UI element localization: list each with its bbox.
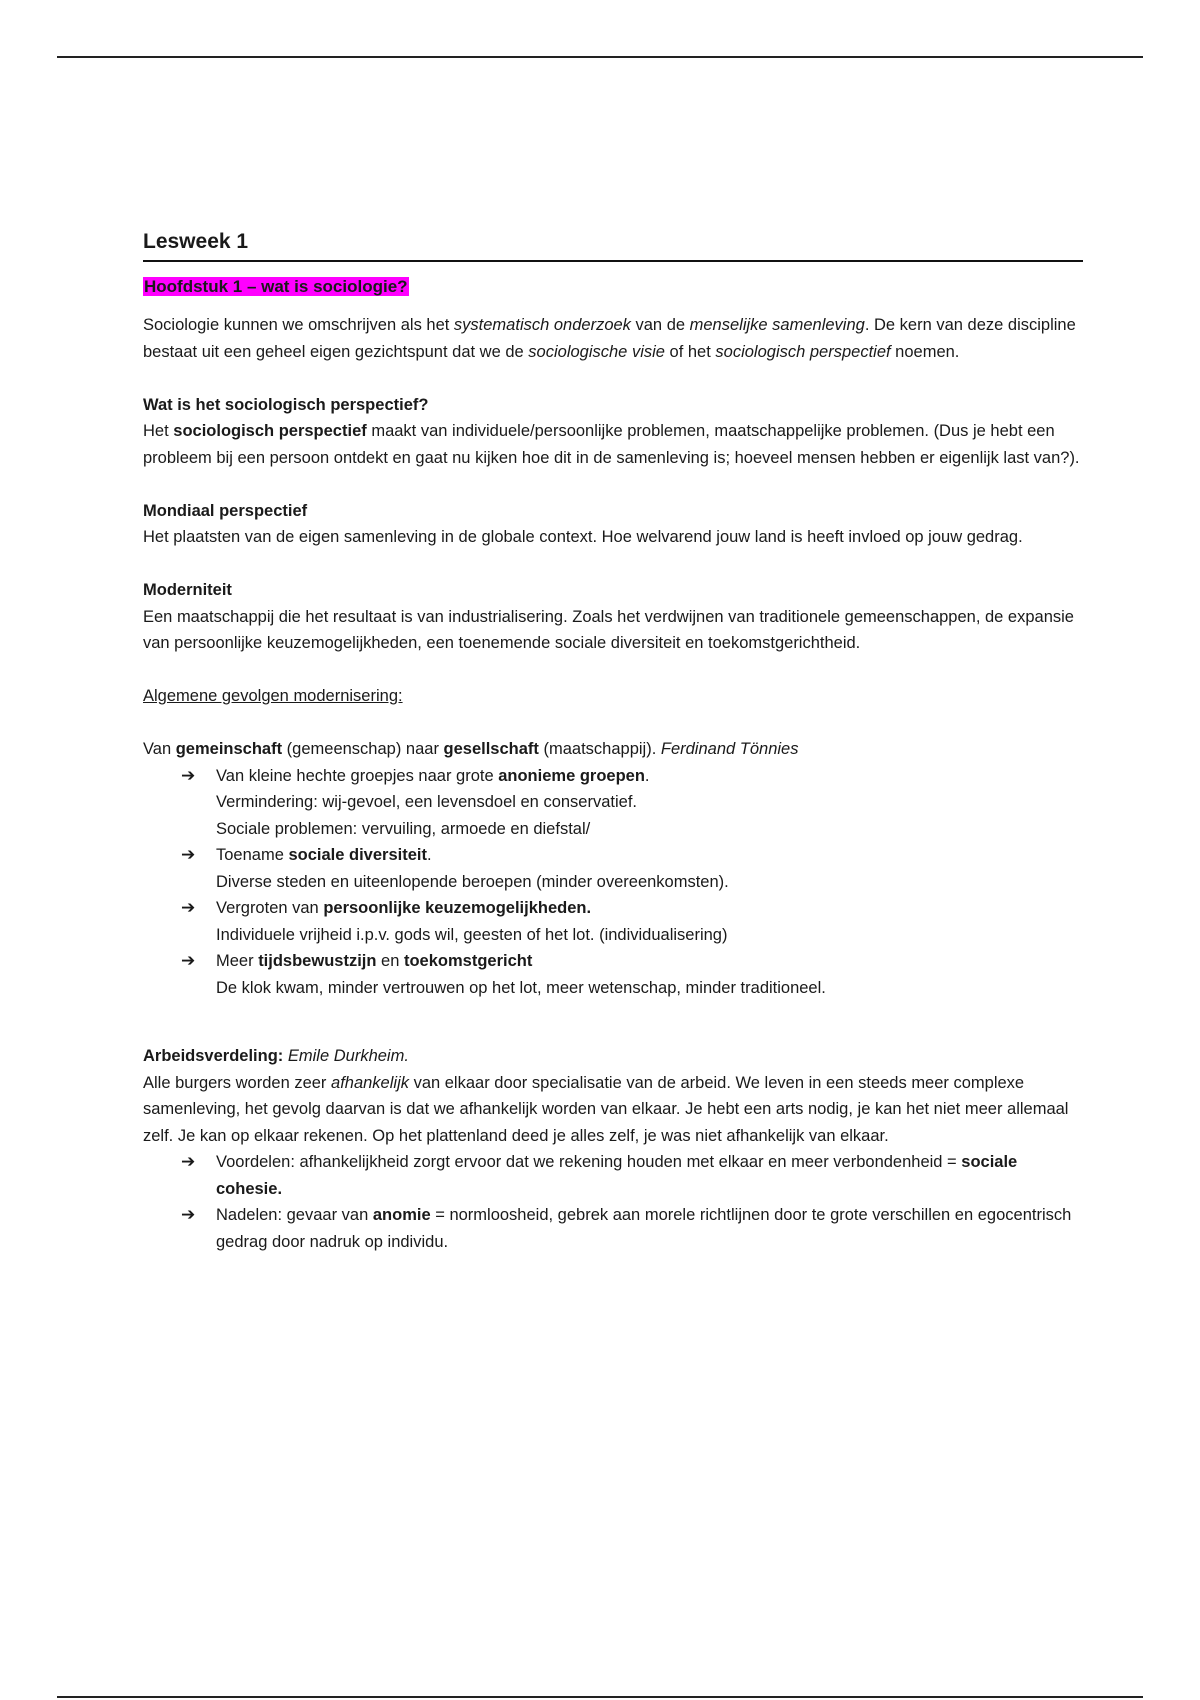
intro-term: systematisch onderzoek [453,316,631,334]
list-item-sub: Sociale problemen: vervuiling, armoede en diefstal/ [216,819,591,838]
intro-paragraph [143,312,1083,365]
list-item-main [216,1149,1083,1202]
perspectief-paragraph [143,418,1083,471]
list-item-term: anonieme groepen [498,766,645,785]
gemeinschaft-text: Van [143,740,176,758]
list-item-text: Vergroten van [216,899,324,917]
arbeid-text: van elkaar door specialisatie van de arbeid. We leven in een steeds meer complexe samenleving, het gevolg daarvan is dat we afhankelijk worden van elkaar. Je hebt een arts nodig, je kan het niet meer allemaal zelf. Je kan op elkaar rekenen. Op het plattenland deed je alles zelf, je was niet afhankelijk van elkaar. [143,1073,1069,1145]
arbeid-paragraph [143,1070,1083,1150]
mondiaal-paragraph: Het plaatsten van de eigen samenleving in de globale context. Hoe welvarend jouw land is heeft invloed op jouw gedrag. [143,528,1023,546]
arbeid-list [143,1149,1083,1255]
moderniteit-heading: Moderniteit [143,581,232,599]
list-item-main [216,895,1083,922]
gevolgen-heading: Algemene gevolgen modernisering: [143,687,403,705]
spacer [143,551,1083,578]
list-item-main [216,842,1083,869]
list-item-term: toekomstgericht [403,952,533,970]
spacer [143,657,1083,684]
arrow-right-icon: ➔ [181,951,196,970]
chapter-heading [143,274,1083,300]
arrow-right-icon: ➔ [181,1205,196,1224]
list-item-text: Toename [216,846,289,864]
intro-term: menselijke samenleving [689,316,865,334]
author-toennies: Ferdinand Tönnies [660,740,799,758]
list-item-text: . [644,766,650,785]
intro-text: Sociologie kunnen we omschrijven als het [143,316,454,334]
list-item-term: anomie [372,1206,431,1224]
list-item-main [216,948,1083,975]
list-item-term: sociale cohesie. [216,1153,1018,1198]
list-item-text: = normloosheid, gebrek aan morele richtlijnen door te grote verschillen en egocentrisch gedrag door nadruk op individu. [216,1206,1072,1251]
list-item-sub: Individuele vrijheid i.p.v. gods wil, geesten of het lot. (individualisering) [216,925,728,944]
arbeid-heading: Arbeidsverdeling: [143,1047,284,1065]
author-durkheim: Emile Durkheim. [287,1047,409,1065]
list-item [143,763,1083,843]
perspectief-heading: Wat is het sociologisch perspectief? [143,395,429,414]
list-item [143,1202,1083,1255]
arbeid-text: Alle burgers worden zeer [143,1073,332,1092]
list-item [143,1149,1083,1202]
list-item-text: Nadelen: gevaar van [216,1206,373,1224]
gemeinschaft-text: (maatschappij). [538,740,661,758]
list-item-sub: De klok kwam, minder vertrouwen op het lot, meer wetenschap, minder traditioneel. [216,978,826,997]
spacer [143,1001,1083,1043]
moderniteit-paragraph: Een maatschappij die het resultaat is van industrialisering. Zoals het verdwijnen van traditionele gemeenschappen, de expansie van persoonlijke keuzemogelijkheden, een toenemende sociale diversiteit en toekomstgerichtheid. [143,607,1074,652]
perspectief-term: sociologisch perspectief [173,422,367,440]
list-item-main [216,1202,1083,1255]
list-item-term: tijdsbewustzijn [258,952,377,970]
intro-text: noemen. [890,342,960,361]
intro-text: . De kern van deze discipline bestaat uit een geheel eigen gezichtspunt dat we de [143,316,1076,361]
perspectief-text: Het [143,422,174,440]
document-body [143,228,1083,1255]
list-item-term: sociale diversiteit [288,846,427,864]
page-bottom-rule [57,1696,1143,1698]
arrow-right-icon: ➔ [181,845,196,864]
intro-term: sociologisch perspectief [715,342,891,361]
week-title: Lesweek 1 [143,230,249,253]
list-item-sub: Vermindering: wij-gevoel, een levensdoel en conservatief. [216,793,637,811]
list-item-text: Voordelen: afhankelijkheid zorgt ervoor dat we rekening houden met elkaar en meer verbondenheid = [216,1153,962,1171]
gemeinschaft-line [143,736,1083,763]
list-item [143,842,1083,895]
spacer [143,710,1083,737]
gemeinschaft-text: (gemeenschap) naar [282,740,444,758]
gemeinschaft-term: gemeinschaft [175,740,283,758]
spacer [143,365,1083,392]
intro-term: sociologische visie [528,342,665,361]
arbeid-term: afhankelijk [331,1073,409,1092]
page-top-rule [57,56,1143,58]
mondiaal-heading: Mondiaal perspectief [143,501,308,520]
list-item [143,895,1083,948]
chapter-title-highlight: Hoofdstuk 1 – wat is sociologie? [144,277,408,296]
list-item-main [216,763,1083,790]
intro-text: van de [630,316,690,334]
list-item-text: en [376,952,404,970]
arrow-right-icon: ➔ [181,765,196,785]
list-item-term: persoonlijke keuzemogelijkheden. [323,899,592,917]
perspectief-text: maakt van individuele/persoonlijke problemen, maatschappelijke problemen. (Dus je hebt een probleem bij een persoon ontdekt en gaat nu kijken hoe dit in de samenleving is; hoeveel mensen hebben er eigenlijk last van?). [143,422,1080,467]
gevolgen-list [143,763,1083,1002]
list-item-sub: Diverse steden en uiteenlopende beroepen (minder overeenkomsten). [216,872,729,891]
week-title-rule [143,260,1083,262]
list-item [143,948,1083,1001]
list-item-text: Van kleine hechte groepjes naar grote [216,766,499,785]
spacer [143,471,1083,498]
arrow-right-icon: ➔ [181,898,196,917]
list-item-text: Meer [216,952,259,970]
arbeid-heading-line [143,1043,1083,1070]
arrow-right-icon: ➔ [181,1152,196,1171]
gesellschaft-term: gesellschaft [443,740,539,758]
list-item-text: . [426,846,432,864]
intro-text: of het [664,342,716,361]
